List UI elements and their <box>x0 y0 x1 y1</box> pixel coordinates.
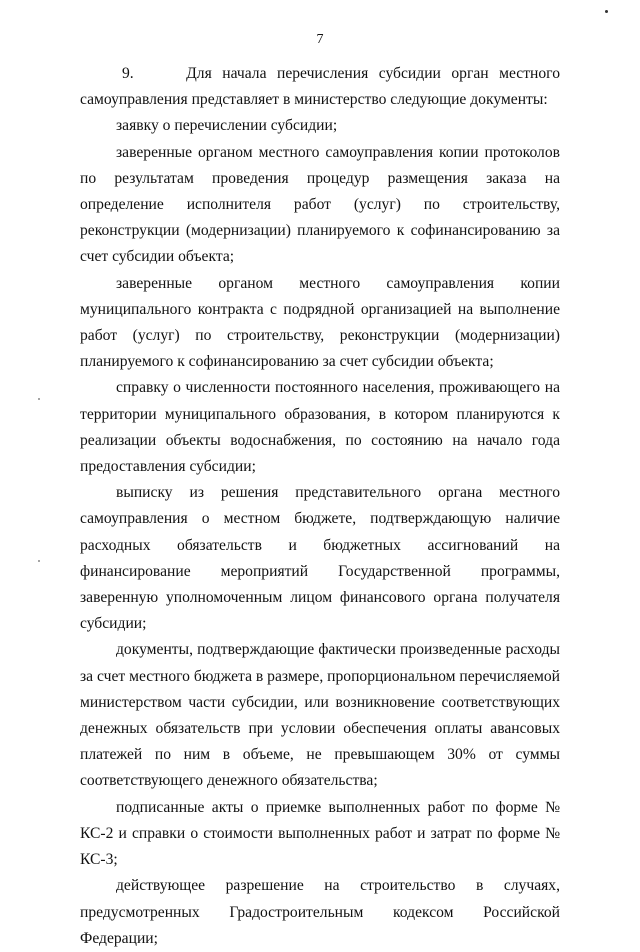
paragraph-municipal-contract: заверенные органом местного самоуправления копии муниципального контракта с подрядной организацией на выполнение работ (услуг) по строительству, реконструкции (модернизации) планируемого к софинансированию за счет субсидии объекта; <box>80 274 560 371</box>
paragraph-item-9: 9. Для начала перечисления субсидии орган местного самоуправления представляет в министерство следующие документы: <box>80 65 560 109</box>
scan-speck <box>38 398 40 400</box>
page-number: 7 <box>316 32 324 47</box>
paragraph-application: заявку о перечислении субсидии; <box>116 117 338 135</box>
paragraph-procurement-protocols: заверенные органом местного самоуправления копии протоколов по результатам проведения процедур размещения заказа на определение исполнителя работ (услуг) по строительству, реконструкции (модернизации) планируемого к софинансированию за счет субсидии объекта; <box>80 143 560 266</box>
scan-mark <box>605 10 608 13</box>
scan-speck <box>38 560 40 562</box>
paragraph-acceptance-acts: подписанные акты о приемке выполненных работ по форме № КС-2 и справки о стоимости выполненных работ и затрат по форме № КС-3; <box>80 798 560 869</box>
paragraph-expense-documents: документы, подтверждающие фактически произведенные расходы за счет местного бюджета в размере, пропорциональном перечисляемой министерством части субсидии, или возникновение соответствующих денежных обязательств при условии обеспечения оплаты авансовых платежей по ним в объеме, не превышающем 30% от суммы соответствующего денежного обязательства; <box>80 641 560 790</box>
paragraph-population-certificate: справку о численности постоянного населения, проживающего на территории муниципального образования, в котором планируются к реализации объекты водоснабжения, по состоянию на начало года предоставления субсидии; <box>80 379 560 476</box>
paragraph-construction-permit: действующее разрешение на строительство в случаях, предусмотренных Градостроительным кодексом Российской Федерации; <box>80 877 560 947</box>
document-body <box>80 61 560 952</box>
paragraph-budget-extract: выписку из решения представительного органа местного самоуправления о местном бюджете, подтверждающую наличие расходных обязательств и бюджетных ассигнований на финансирование мероприятий Государственной программы, заверенную уполномоченным лицом финансового органа получателя субсидии; <box>80 484 560 633</box>
